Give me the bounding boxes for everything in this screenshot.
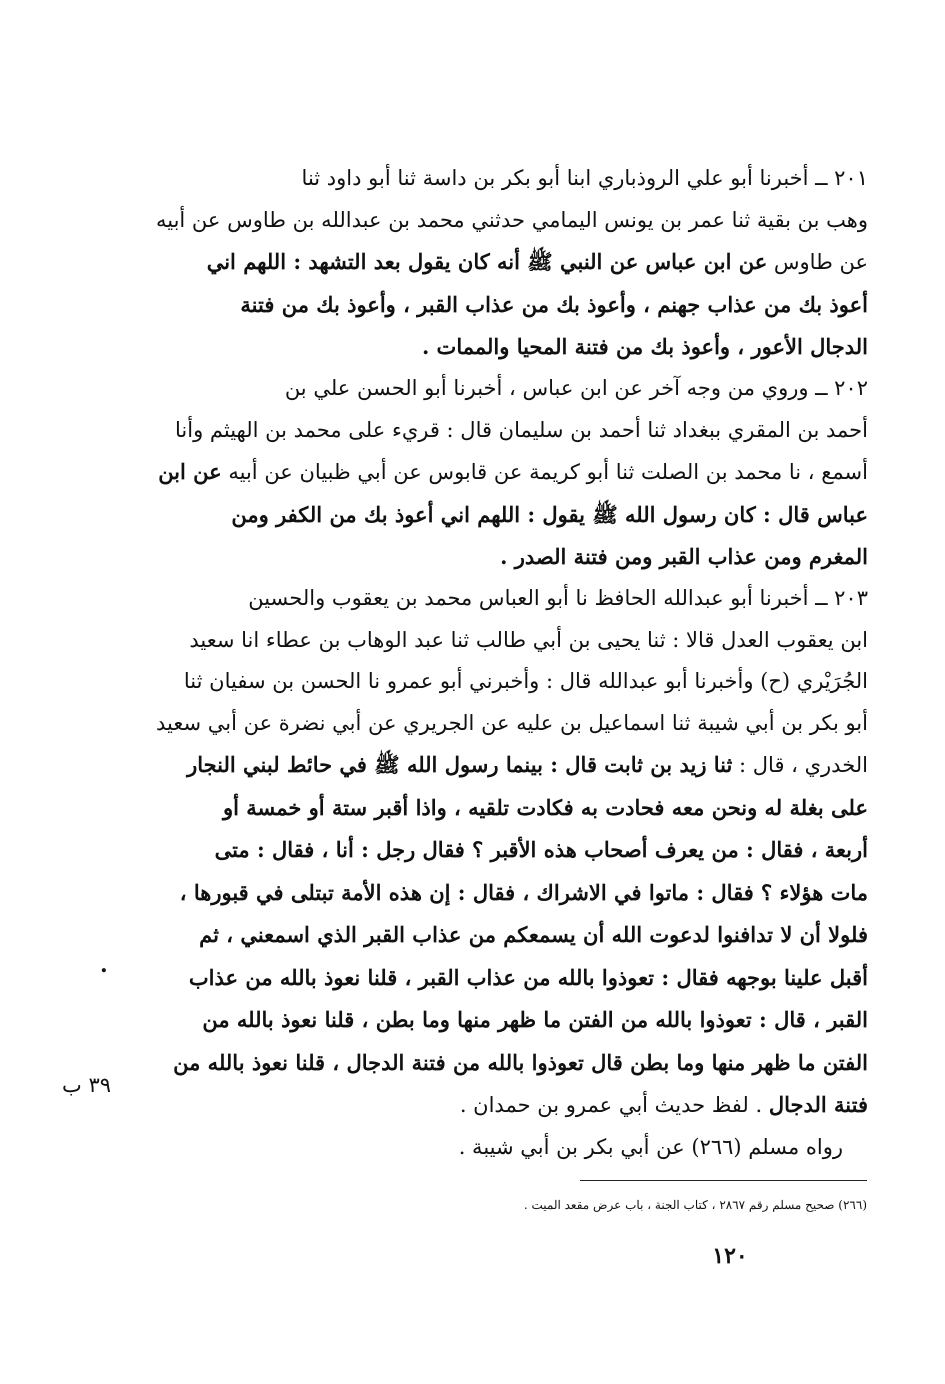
text-line: أقبل علينا بوجهه فقال : تعوذوا بالله من عذاب القبر ، قلنا نعوذ بالله من عذاب bbox=[188, 964, 868, 990]
text-line: ابن يعقوب العدل قالا : ثنا يحيى بن أبي طالب ثنا عبد الوهاب بن عطاء انا سعيد bbox=[189, 627, 868, 652]
text-line: أحمد بن المقري ببغداد ثنا أحمد بن سليمان قال : قريء على محمد بن الهيثم وأنا bbox=[175, 417, 868, 442]
hadith-203 bbox=[138, 578, 868, 1168]
hadith-201 bbox=[138, 158, 868, 369]
text-line: ٢٠١ ــ أخبرنا أبو علي الروذباري ابنا أبو بكر بن داسة ثنا أبو داود ثنا bbox=[301, 166, 868, 190]
footnote: (٢٦٦) صحيح مسلم رقم ٢٨٦٧ ، كتاب الجنة ، باب عرض مقعد الميت . bbox=[523, 1198, 867, 1212]
text-line: أعوذ بك من عذاب جهنم ، وأعوذ بك من عذاب القبر ، وأعوذ بك من فتنة bbox=[240, 291, 868, 317]
text-line: القبر ، قال : تعوذوا بالله من الفتن ما ظهر منها وما بطن ، قلنا نعوذ بالله من bbox=[202, 1007, 868, 1032]
manuscript-folio-marker: ٣٩ ب bbox=[62, 1073, 112, 1097]
text-line: أبو بكر بن أبي شيبة ثنا اسماعيل بن عليه عن الجريري عن أبي نضرة عن أبي سعيد bbox=[155, 710, 868, 735]
text-line: عباس قال : كان رسول الله ﷺ يقول : اللهم اني أعوذ بك من الكفر ومن bbox=[231, 501, 868, 527]
text-line: الدجال الأعور ، وأعوذ بك من فتنة المحيا والممات . bbox=[421, 334, 868, 359]
text-line: مات هؤلاء ؟ فقال : ماتوا في الاشراك ، فقال : إن هذه الأمة تبتلى في قبورها ، bbox=[179, 879, 868, 905]
text-line: فلولا أن لا تدافنوا لدعوت الله أن يسمعكم من عذاب القبر الذي اسمعني ، ثم bbox=[199, 922, 868, 947]
text-line: على بغلة له ونحن معه فحادت به فكادت تلقيه ، واذا أقبر ستة أو خمسة أو bbox=[222, 794, 868, 820]
text-line: رواه مسلم (٢٦٦) عن أبي بكر بن أبي شيبة . bbox=[458, 1134, 843, 1159]
text-line: عن طاوس عن ابن عباس عن النبي ﷺ أنه كان يقول بعد التشهد : اللهم اني bbox=[206, 249, 868, 274]
margin-dot: . bbox=[100, 952, 108, 978]
page-number: ١٢٠ bbox=[712, 1243, 748, 1269]
text-line: ٢٠٣ ــ أخبرنا أبو عبدالله الحافظ نا أبو العباس محمد بن يعقوب والحسين bbox=[248, 586, 868, 610]
hadith-202 bbox=[138, 368, 868, 579]
text-line: الفتن ما ظهر منها وما بطن قال تعوذوا بالله من فتنة الدجال ، قلنا نعوذ بالله من bbox=[173, 1049, 868, 1075]
text-line: الخدري ، قال : ثنا زيد بن ثابت قال : بينما رسول الله ﷺ في حائط لبني النجار bbox=[187, 752, 868, 777]
text-line: وهب بن بقية ثنا عمر بن يونس اليمامي حدثني محمد بن عبدالله بن طاوس عن أبيه bbox=[155, 207, 868, 232]
text-line: أربعة ، فقال : من يعرف أصحاب هذه الأقبر ؟ فقال رجل : أنا ، فقال : متى bbox=[214, 837, 868, 862]
text-line: فتنة الدجال . لفظ حديث أبي عمرو بن حمدان . bbox=[459, 1092, 868, 1117]
text-line: أسمع ، نا محمد بن الصلت ثنا أبو كريمة عن قابوس عن أبي ظبيان عن أبيه عن ابن bbox=[158, 459, 868, 484]
text-line: ٢٠٢ ــ وروي من وجه آخر عن ابن عباس ، أخبرنا أبو الحسن علي بن bbox=[284, 376, 868, 400]
footnote-divider bbox=[580, 1180, 867, 1181]
text-line: المغرم ومن عذاب القبر ومن فتنة الصدر . bbox=[500, 544, 868, 569]
text-line: الجُرَيْري (ح) وأخبرنا أبو عبدالله قال : وأخبرني أبو عمرو نا الحسن بن سفيان ثنا bbox=[183, 669, 868, 693]
